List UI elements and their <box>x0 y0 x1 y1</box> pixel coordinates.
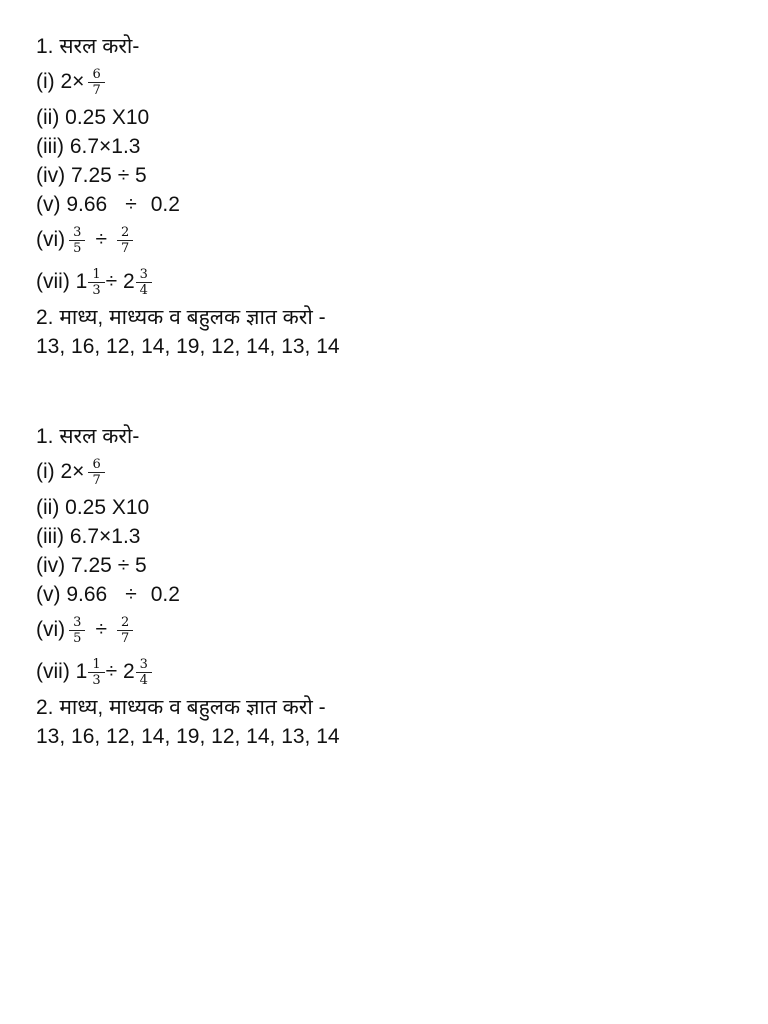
fraction-numerator: 3 <box>69 225 85 241</box>
division-operator: ÷ <box>95 618 107 641</box>
item-v <box>36 190 736 219</box>
fraction-denominator: 5 <box>73 630 82 646</box>
fraction-denominator: 3 <box>92 282 101 298</box>
fraction-numerator: 6 <box>88 67 104 83</box>
item-vi-prefix: (vi) <box>36 228 66 251</box>
item-iv: (iv) 7.25 ÷ 5 <box>36 164 147 187</box>
fraction-denominator: 7 <box>120 630 130 646</box>
fraction-denominator: 7 <box>92 82 101 98</box>
item-ii: (ii) 0.25 X10 <box>36 496 150 519</box>
fraction-denominator: 7 <box>92 472 101 488</box>
item-iv: (iv) 7.25 ÷ 5 <box>36 554 147 577</box>
fraction <box>117 615 133 646</box>
fraction-numerator: 1 <box>88 657 104 673</box>
item-vi <box>36 609 736 651</box>
item-vii-operator: ÷ 2 <box>105 270 135 293</box>
question-2-title: 2. माध्य, माध्यक व बहुलक ज्ञात करो - <box>36 696 326 719</box>
fraction-numerator: 2 <box>117 225 133 241</box>
item-v-suffix: 0.2 <box>150 193 180 216</box>
question-1-title: 1. सरल करो- <box>36 35 140 58</box>
division-operator: ÷ <box>95 228 107 251</box>
item-vii <box>36 261 736 303</box>
item-v-prefix: (v) 9.66 <box>36 583 108 606</box>
question-2-data: 13, 16, 12, 14, 19, 12, 14, 13, 14 <box>36 335 340 358</box>
item-i-prefix: (i) 2× <box>36 70 85 93</box>
fraction <box>88 267 104 298</box>
fraction <box>88 457 104 488</box>
question-2-data: 13, 16, 12, 14, 19, 12, 14, 13, 14 <box>36 725 340 748</box>
item-vii-prefix: (vii) 1 <box>36 660 88 683</box>
fraction-denominator: 5 <box>73 240 82 256</box>
item-vii <box>36 651 736 693</box>
fraction <box>117 225 133 256</box>
fraction-numerator: 3 <box>69 615 85 631</box>
fraction <box>69 225 85 256</box>
question-2-title: 2. माध्य, माध्यक व बहुलक ज्ञात करो - <box>36 306 326 329</box>
fraction-numerator: 1 <box>88 267 104 283</box>
item-vi-prefix: (vi) <box>36 618 66 641</box>
worksheet-block-2 <box>36 422 736 751</box>
item-v <box>36 580 736 609</box>
fraction-numerator: 3 <box>136 657 152 673</box>
worksheet-block-1 <box>36 32 736 361</box>
fraction-numerator: 3 <box>136 267 152 283</box>
item-iii: (iii) 6.7×1.3 <box>36 525 141 548</box>
fraction <box>136 657 152 688</box>
fraction <box>69 615 85 646</box>
division-operator: ÷ <box>125 583 137 606</box>
item-v-prefix: (v) 9.66 <box>36 193 108 216</box>
fraction-numerator: 2 <box>117 615 133 631</box>
fraction-denominator: 3 <box>92 672 101 688</box>
fraction-numerator: 6 <box>88 457 104 473</box>
item-vii-operator: ÷ 2 <box>105 660 135 683</box>
item-vii-prefix: (vii) 1 <box>36 270 88 293</box>
item-i-prefix: (i) 2× <box>36 460 85 483</box>
fraction <box>136 267 152 298</box>
division-operator: ÷ <box>125 193 137 216</box>
item-iii: (iii) 6.7×1.3 <box>36 135 141 158</box>
item-i <box>36 61 736 103</box>
fraction <box>88 67 104 98</box>
question-1-title: 1. सरल करो- <box>36 425 140 448</box>
item-i <box>36 451 736 493</box>
item-ii: (ii) 0.25 X10 <box>36 106 150 129</box>
fraction-denominator: 4 <box>139 282 148 298</box>
item-vi <box>36 219 736 261</box>
fraction-denominator: 4 <box>139 672 148 688</box>
item-v-suffix: 0.2 <box>150 583 180 606</box>
fraction-denominator: 7 <box>120 240 130 256</box>
fraction <box>88 657 104 688</box>
